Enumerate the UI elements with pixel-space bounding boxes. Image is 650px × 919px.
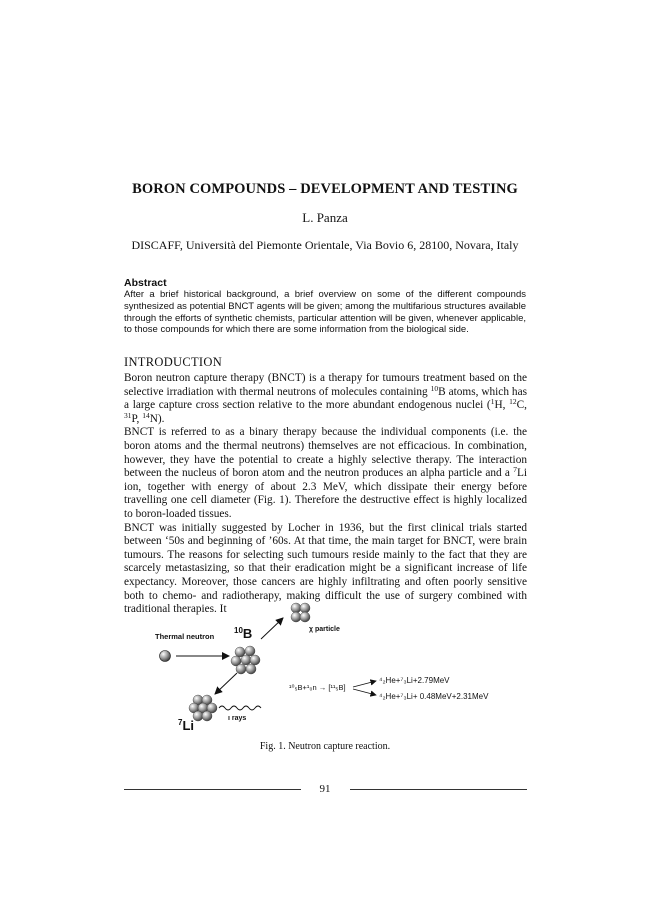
gamma-ray-label: ı rays — [228, 715, 247, 722]
reaction-product-top: ⁴₂He+⁷₃Li+2.79MeV — [379, 676, 450, 685]
lithium-arrow — [215, 673, 237, 694]
page-number: 91 — [319, 783, 331, 795]
reaction-equation-left: ¹⁰₅B+¹₀n → [¹¹₅B] — [289, 683, 346, 692]
figure-caption: Fig. 1. Neutron capture reaction. — [259, 741, 391, 752]
author-name: L. Panza — [302, 210, 348, 225]
abstract-heading: Abstract — [124, 277, 167, 289]
lithium-7-label: $^7$Li — [178, 718, 195, 733]
author-affiliation: DISCAFF, Università del Piemonte Orientale, Via Bovio 6, 28100, Novara, Italy — [131, 238, 519, 252]
reaction-product-bottom: ⁴₂He+⁷₃Li+ 0.48MeV+2.31MeV — [379, 692, 489, 701]
figure-neutron-capture — [124, 600, 544, 738]
alpha-arrow — [261, 618, 283, 639]
branch-arrow-top — [353, 681, 376, 687]
footer-rule-right — [350, 789, 527, 790]
alpha-particle-label: χ particle — [309, 626, 340, 633]
thermal-neutron-label: Thermal neutron — [155, 632, 215, 641]
introduction-body — [124, 372, 527, 617]
paper-title: BORON COMPOUNDS – DEVELOPMENT AND TESTING — [132, 181, 518, 197]
branch-arrow-bottom — [353, 689, 376, 695]
alpha-particle-icon — [291, 603, 310, 622]
gamma-ray-wave — [219, 706, 261, 710]
paragraph-3: BNCT was initially suggested by Locher in 1936, but the first clinical trials started between ‘50s and beginning of ’60s. At that time, the main target for BNCT, were brain tumours. The reasons for selecting such tumours reside mainly to the fact that they are scarcely metastasizing, so that their eradication might be a significant increase of life expectancy. Moreover, those cancers are highly infiltrating and often poorly sensitive both to chemo- and radiotherapy, making difficult the use of surgery combined with traditional therapies. It — [124, 521, 527, 616]
abstract-text: After a brief historical background, a brief overview on some of the different compounds synthesized as potential BNCT agents will be given; among the multifarious structures available through the efforts of synthetic chemists, particular attention will be given, whenever applicable, to those compounds for which there are some information from the biological side. — [124, 289, 526, 336]
paragraph-1: Boron neutron capture therapy (BNCT) is a therapy for tumours treatment based on the selective irradiation with thermal neutrons of molecules containing $^{10}$B atoms, which has a large capture cross section relative to the more abundant endogenous nuclei ($^1$H, $^{12}$C, $^{31}$P, $^{14}$N). — [124, 372, 527, 425]
paragraph-2: BNCT is referred to as a binary therapy because the individual components (i.e. the boron atoms and the thermal neutrons) themselves are not efficacious. In combination, however, they have the potential to create a highly selective therapy. The interaction between the nucleus of boron atom and the neutron produces an alpha particle and a $^7$Li ion, together with energy of about 2.3 MeV, which dissipate their energy before travelling one cell diameter (Fig. 1). Therefore the destructive effect is highly localized to boron-loaded tissues. — [124, 426, 527, 520]
neutron-icon — [160, 651, 171, 662]
boron-10-label: $^{10}$B — [234, 626, 253, 641]
boron-nucleus-icon — [231, 646, 260, 674]
section-heading-introduction: INTRODUCTION — [124, 355, 223, 369]
